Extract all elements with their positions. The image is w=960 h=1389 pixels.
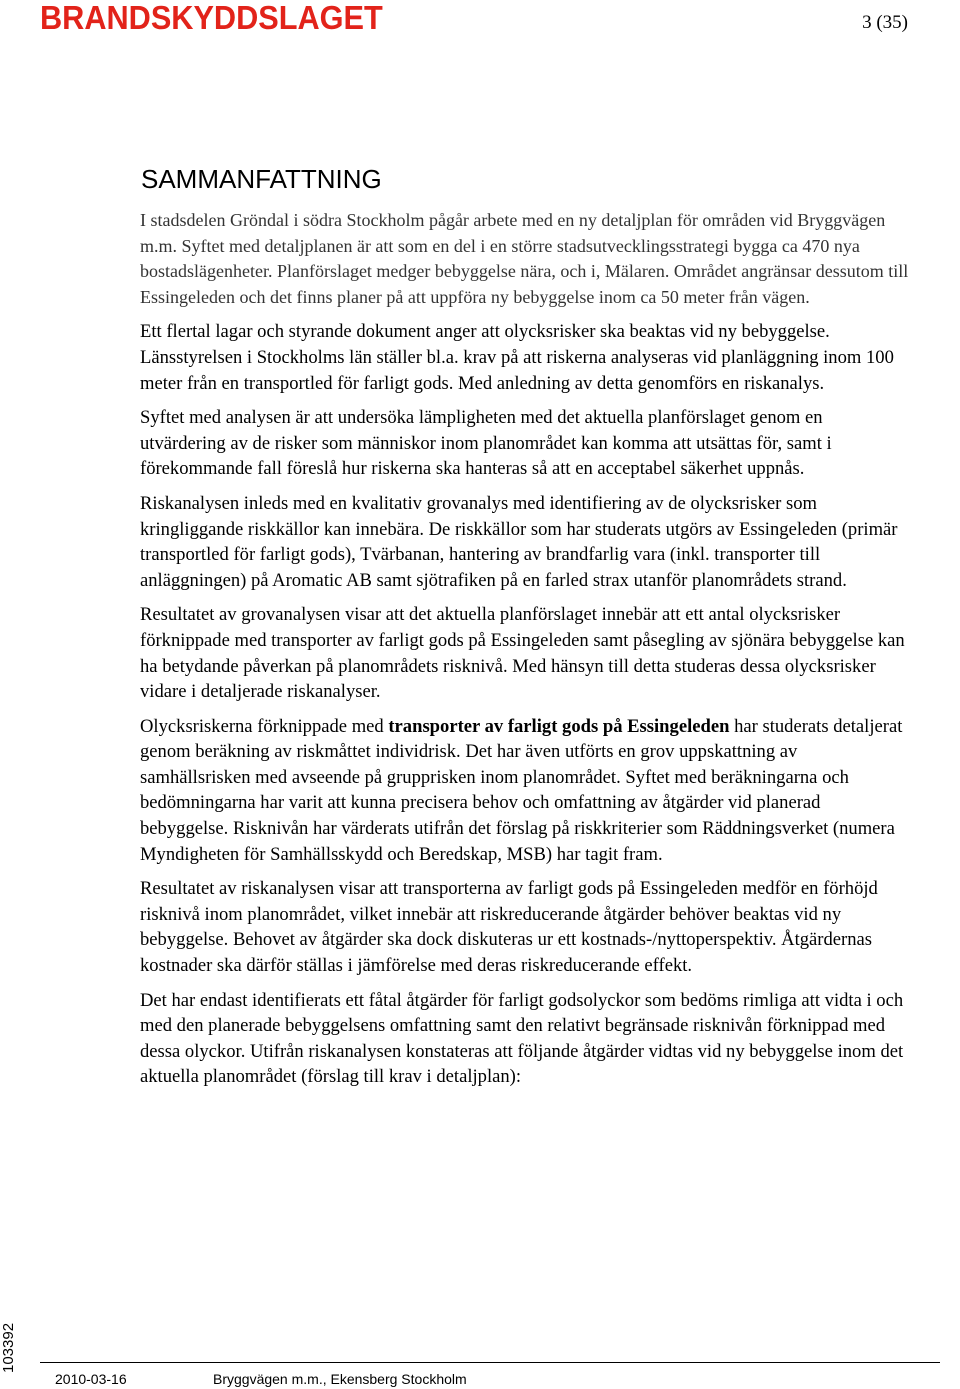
paragraph-detailed-pre: Olycksriskerna förknippade med — [140, 715, 389, 737]
paragraph-detailed-analysis — [140, 714, 910, 868]
paragraph-preliminary-analysis: Riskanalysen inleds med en kvalitativ grovanalys med identifiering av de olycksrisker som kringliggande riskkällor kan innebära. De riskkällor som har studerats utgörs av Essingeleden (primär transportled för farligt gods), Tvärbanan, hantering av brandfarlig vara (inkl. transporter till anläggningen) på Aromatic AB samt sjötrafiken på en farled strax utanför planområdets strand. — [140, 492, 898, 591]
company-logo: BRANDSKYDDSLAGET — [40, 0, 383, 36]
paragraph-preliminary-result: Resultatet av grovanalysen visar att det aktuella planförslaget innebär att ett antal olycksrisker förknippade med transporter av farligt gods på Essingeleden samt påsegling av sjönära bebyggelse kan ha betydande påverkan på planområdets risknivå. Med hänsyn till detta studeras dessa olycksrisker vidare i detaljerade riskanalyser. — [140, 604, 905, 703]
footer-project-name: Bryggvägen m.m., Ekensberg Stockholm — [213, 1371, 467, 1387]
document-body — [140, 208, 910, 1099]
paragraph-legal: Ett flertal lagar och styrande dokument anger att olycksrisker ska beaktas vid ny bebyggelse. Länsstyrelsen i Stockholms län ställer bl.a. krav på att riskerna analyseras vid planläggning inom 100 meter från en transportled för farligt gods. Med anledning av detta genomförs en riskanalys. — [140, 321, 894, 394]
paragraph-measures: Det har endast identifierats ett fåtal åtgärder för farligt godsolyckor som bedöms rimliga att vidta i och med den planerade bebyggelsens omfattning samt den relativt begränsade risknivån förknippad med dessa olyckor. Utifrån riskanalysen konstateras att följande åtgärder vidtas vid ny bebyggelse inom det aktuella planområdet (förslag till krav i detaljplan): — [140, 989, 904, 1088]
paragraph-risk-result: Resultatet av riskanalysen visar att transporterna av farligt gods på Essingeleden medför en förhöjd risknivå inom planområdet, vilket innebär att riskreducerande åtgärder behöver beaktas vid ny bebyggelse. Behovet av åtgärder ska dock diskuteras ur ett kostnads-/nyttoperspektiv. Åtgärdernas kostnader ska därför ställas i jämförelse med deras riskreducerande effekt. — [140, 878, 878, 977]
footer-divider — [40, 1362, 940, 1363]
paragraph-detailed-bold: transporter av farligt gods på Essingeleden — [388, 715, 730, 737]
paragraph-detailed-post: har studerats detaljerat genom beräkning av riskmåttet individrisk. Det har även utförts en grov uppskattning av samhällsrisken med avseende på grupprisken inom planområdet. Syftet med beräkningarna och bedömningarna har varit att kunna precisera behov och omfattning av åtgärder vid planerad bebyggelse. Risknivån har värderats utifrån det förslag på riskkriterier som Räddningsverket (numera Myndigheten för Samhällsskydd och Beredskap, MSB) har tagit fram. — [140, 715, 903, 865]
section-title: SAMMANFATTNING — [141, 164, 382, 194]
paragraph-purpose: Syftet med analysen är att undersöka lämpligheten med det aktuella planförslaget genom en utvärdering av de risker som människor inom planområdet kan komma att utsättas för, samt i förekommande fall föreslå hur riskerna ska hanteras så att en acceptabel säkerhet uppnås. — [140, 407, 832, 480]
paragraph-intro: I stadsdelen Gröndal i södra Stockholm pågår arbete med en ny detaljplan för områden vid Bryggvägen m.m. Syftet med detaljplanen är att som en del i en större stadsutvecklingsstrategi bygga ca 470 nya bostadslägenheter. Planförslaget medger bebyggelse nära, och i, Mälaren. Området angränsar dessutom till Essingeleden och det finns planer på att uppföra ny bebyggelse inom ca 50 meter från vägen. — [140, 210, 909, 307]
footer-date: 2010-03-16 — [55, 1371, 127, 1387]
page-number: 3 (35) — [862, 12, 908, 33]
side-document-code: 103392 — [0, 1322, 17, 1373]
